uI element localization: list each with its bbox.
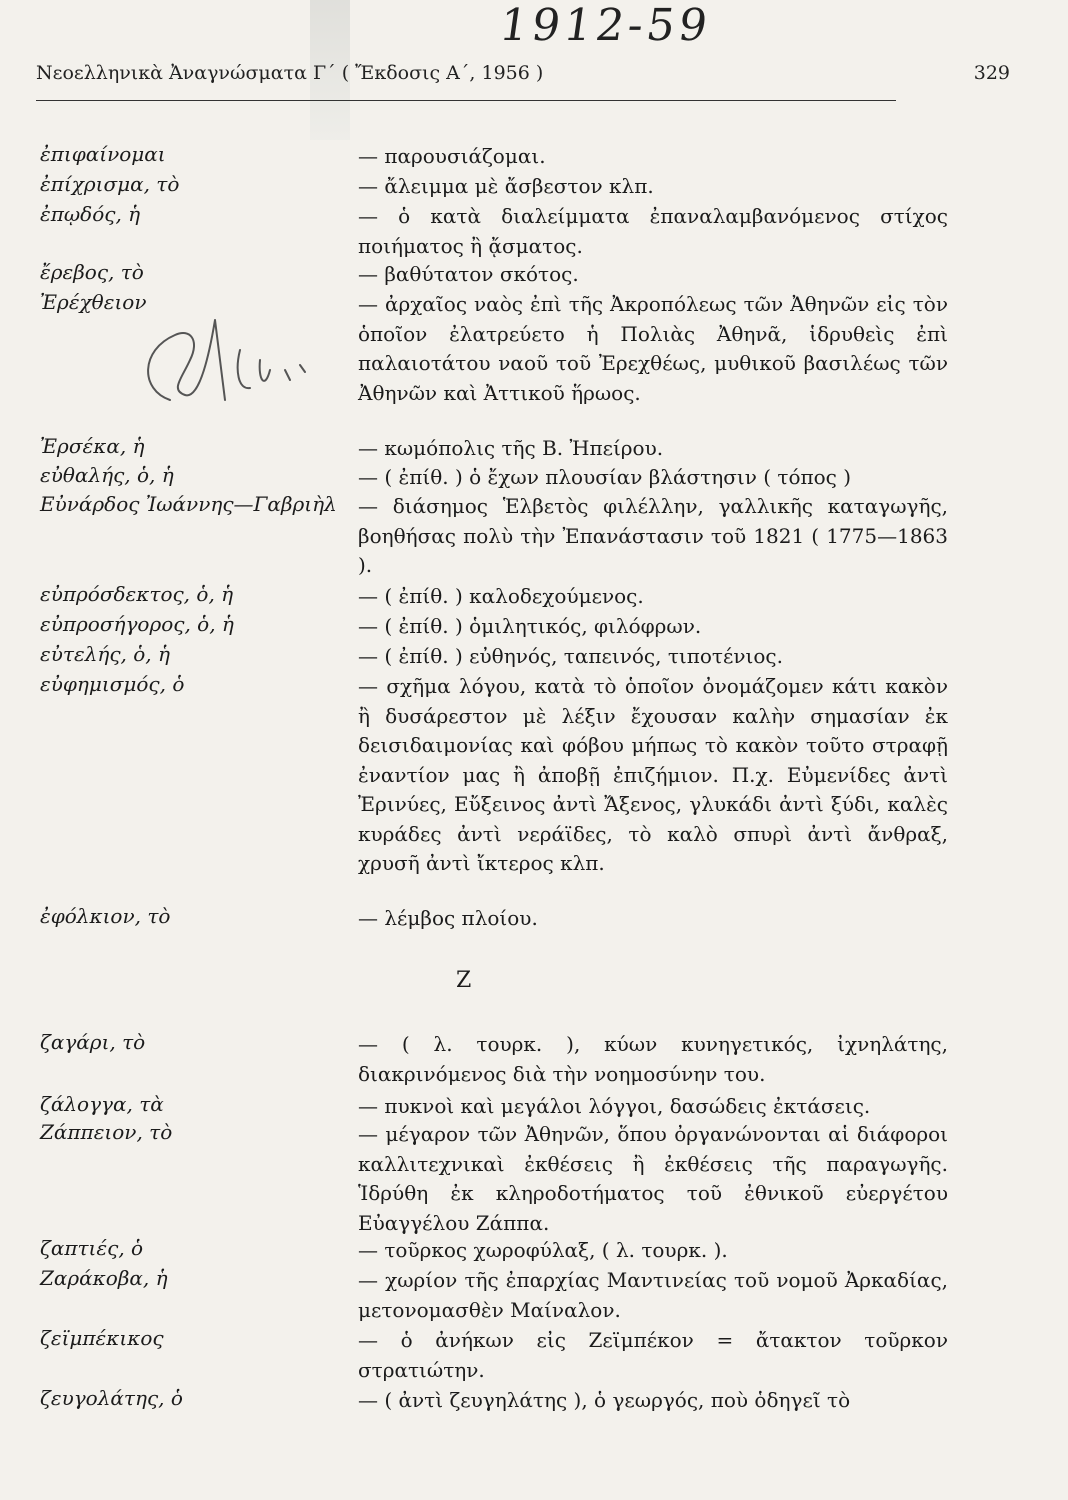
header-title: Νεοελληνικὰ Ἀναγνώσματα Γ΄ ( Ἔκδοσις Α΄, 1956 ) [36, 62, 544, 84]
entry-definition: — χωρίον τῆς ἐπαρχίας Μαντινείας τοῦ νομοῦ Ἀρκαδίας, μετονομασθὲν Μαίναλον. [358, 1268, 948, 1322]
entry-definition: — βαθύτατον σκότος. [358, 262, 579, 286]
entry-term: εὐπροσήγορος, ὁ, ἡ [40, 612, 234, 636]
entry-term: ἐπιφαίνομαι [40, 142, 166, 166]
entry-definition: — ( ἐπίθ. ) ὁμιλητικός, φιλόφρων. [358, 614, 702, 638]
entry-term: Ζαράκοβα, ἡ [40, 1266, 168, 1290]
entry-term: ἐπῳδός, ἡ [40, 202, 141, 226]
entry-definition: — ἄλειμμα μὲ ἄσβεστον κλπ. [358, 174, 654, 198]
entry-term: εὐπρόσδεκτος, ὁ, ἡ [40, 582, 234, 606]
entry-term: ζεϊμπέκικος [40, 1326, 164, 1350]
entry-definition: — ( ἀντὶ ζευγηλάτης ), ὁ γεωργός, ποὺ ὁδηγεῖ τὸ [358, 1388, 851, 1412]
entry-term: εὐφημισμός, ὁ [40, 672, 185, 696]
entry-term: Ἐρέχθειον [40, 290, 147, 314]
page-number: 329 [973, 62, 1010, 84]
entry-definition: — ( λ. τουρκ. ), κύων κυνηγετικός, ἰχνηλάτης, διακρινόμενος διὰ τὴν νοημοσύνην του. [358, 1032, 948, 1086]
entry-term: ἐφόλκιον, τὸ [40, 904, 171, 928]
entry-definition: — σχῆμα λόγου, κατὰ τὸ ὁποῖον ὀνομάζομεν κάτι κακὸν ἢ δυσάρεστον μὲ λέξιν ἔχουσαν καλὴν σημασίαν ἐκ δεισιδαιμονίας καὶ φόβου μήπως τὸ κακὸν τοῦτο στραφῇ ἐναντίον μας ἢ ἀποβῇ ἐπιζήμιον. Π.χ. Εὐμενίδες ἀντὶ Ἐρινύες, Εὔξεινος ἀντὶ Ἄξενος, γλυκάδι ἀντὶ ξύδι, καλὲς κυράδες ἀντὶ νεράϊδες, τὸ καλὸ σπυρὶ ἀντὶ ἄνθραξ, χρυσῆ ἀντὶ ἴκτερος κλπ. [358, 674, 948, 875]
entry-term: ζευγολάτης, ὁ [40, 1386, 183, 1410]
entry-definition: — παρουσιάζομαι. [358, 144, 546, 168]
entry-definition: — ἀρχαῖος ναὸς ἐπὶ τῆς Ἀκροπόλεως τῶν Ἀθηνῶν εἰς τὸν ὁποῖον ἐλατρεύετο ἡ Πολιὰς Ἀθηνᾶ, ἱδρυθεὶς ἐπὶ παλαιοτάτου ναοῦ τοῦ Ἐρεχθέως, μυθικοῦ βασιλέως τῶν Ἀθηνῶν καὶ Ἀττικοῦ ἥρωος. [358, 292, 948, 405]
entry-term: ἔρεβος, τὸ [40, 260, 144, 284]
entry-definition: — ( ἐπίθ. ) εὐθηνός, ταπεινός, τιποτένιος. [358, 644, 783, 668]
running-header [36, 62, 1032, 96]
entry-term: εὐθαλής, ὁ, ἡ [40, 463, 174, 487]
entry-definition: — πυκνοὶ καὶ μεγάλοι λόγγοι, δασώδεις ἐκτάσεις. [358, 1094, 871, 1118]
handwritten-top-mark: 1912-59 [496, 0, 715, 51]
entry-definition: — ὁ ἀνήκων εἰς Ζεϊμπέκον = ἄτακτον τοῦρκον στρατιώτην. [358, 1328, 948, 1382]
header-rule [36, 100, 896, 101]
entry-term: ζαπτιές, ὁ [40, 1236, 144, 1260]
entry-term: Ζάππειον, τὸ [40, 1120, 173, 1144]
entry-definition: — ὁ κατὰ διαλείμματα ἐπαναλαμβανόμενος στίχος ποιήματος ἢ ᾄσματος. [358, 204, 948, 258]
entry-definition: — ( ἐπίθ. ) καλοδεχούμενος. [358, 584, 644, 608]
entry-term: εὐτελής, ὁ, ἡ [40, 642, 170, 666]
entry-term: Ἐρσέκα, ἡ [40, 434, 145, 458]
entry-term: ἐπίχρισμα, τὸ [40, 172, 180, 196]
entry-definition: — λέμβος πλοίου. [358, 906, 538, 930]
entry-definition: — μέγαρον τῶν Ἀθηνῶν, ὅπου ὀργανώνονται αἱ διάφοροι καλλιτεχνικαὶ ἐκθέσεις ἢ ἐκθέσεις τῆς παραγωγῆς. Ἱδρύθη ἐκ κληροδοτήματος τοῦ ἐθνικοῦ εὐεργέτου Εὐαγγέλου Ζάππα. [358, 1122, 948, 1235]
entry-term: ζάλογγα, τὰ [40, 1092, 164, 1116]
entry-definition: — ( ἐπίθ. ) ὁ ἔχων πλουσίαν βλάστησιν ( τόπος ) [358, 465, 852, 489]
entry-term: Εὐνάρδος Ἰωάννης—Γαβριὴλ [40, 492, 337, 516]
entry-term: ζαγάρι, τὸ [40, 1030, 146, 1054]
handwritten-signature [130, 310, 330, 420]
entry-definition: — διάσημος Ἑλβετὸς φιλέλλην, γαλλικῆς καταγωγῆς, βοηθήσας πολὺ τὴν Ἐπανάστασιν τοῦ 1821 ( 1775—1863 ). [358, 494, 948, 577]
entry-definition: — τοῦρκος χωροφύλαξ, ( λ. τουρκ. ). [358, 1238, 728, 1262]
entry-definition: — κωμόπολις τῆς Β. Ἠπείρου. [358, 436, 664, 460]
section-letter: Ζ [456, 968, 472, 993]
